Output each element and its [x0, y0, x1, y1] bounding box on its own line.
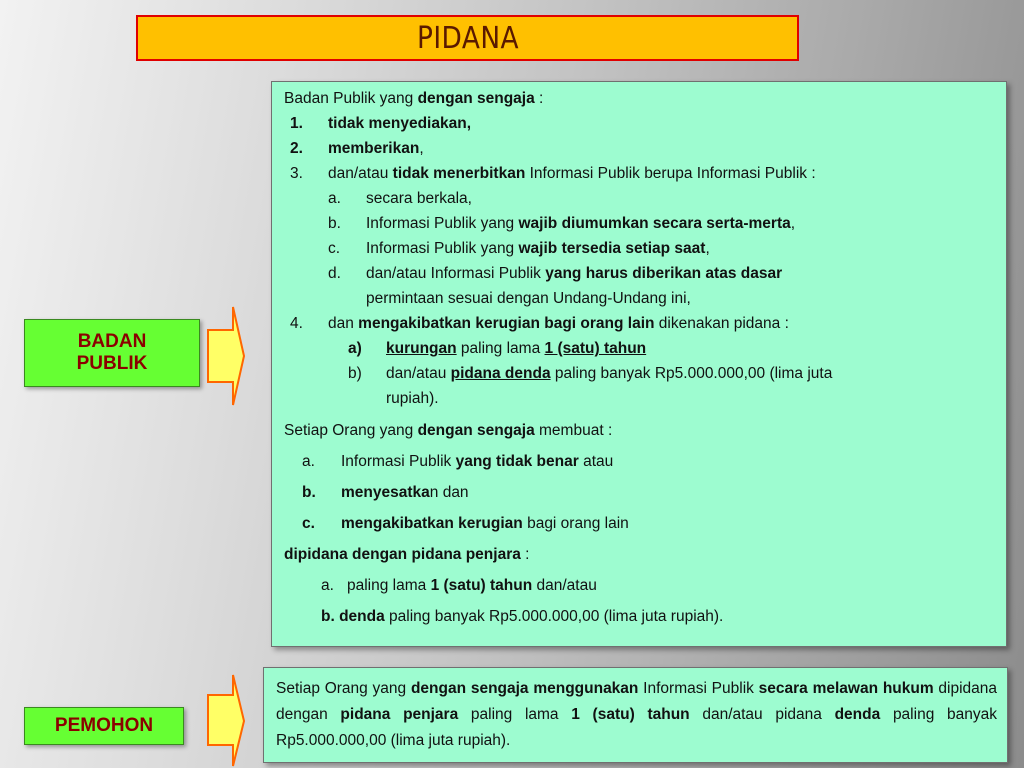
- pidana-badan-publik-panel: [271, 81, 1007, 647]
- pidana-pemohon-panel: Setiap Orang yang dengan sengaja menggunakan Informasi Publik secara melawan hukum dipidana dengan pidana penjara paling lama 1 (satu) tahun dan/atau pidana denda paling banyak Rp5.000.000,00 (lima juta rupiah).: [263, 667, 1008, 763]
- list-item: b) dan/atau pidana denda paling banyak Rp5.000.000,00 (lima juta: [348, 365, 833, 382]
- paragraph: dipidana dengan pidana penjara :: [284, 546, 530, 563]
- arrow-right-icon: [206, 673, 246, 768]
- list-item: a. secara berkala,: [328, 190, 472, 207]
- pemohon-label: PEMOHON: [24, 707, 184, 745]
- list-item-continuation: permintaan sesuai dengan Undang-Undang ini,: [366, 290, 691, 307]
- slide-title-text: PIDANA: [416, 20, 519, 56]
- list-item: a. paling lama 1 (satu) tahun dan/atau: [321, 577, 597, 594]
- badan-publik-label: BADAN PUBLIK: [24, 319, 200, 387]
- list-item: b. Informasi Publik yang wajib diumumkan secara serta-merta,: [328, 215, 796, 232]
- list-item: 2. memberikan,: [290, 140, 424, 157]
- list-item: 3. dan/atau tidak menerbitkan Informasi Publik berupa Informasi Publik :: [290, 165, 816, 182]
- list-item-continuation: rupiah).: [386, 390, 439, 407]
- list-item: b. menyesatkan dan: [302, 484, 469, 501]
- list-item: 4. dan mengakibatkan kerugian bagi orang lain dikenakan pidana :: [290, 315, 789, 332]
- intro-line: Badan Publik yang dengan sengaja :: [284, 90, 544, 107]
- list-item: a. Informasi Publik yang tidak benar atau: [302, 453, 614, 470]
- arrow-right-icon: [206, 305, 246, 407]
- list-item: c. mengakibatkan kerugian bagi orang lain: [302, 515, 629, 532]
- list-item: a) kurungan paling lama 1 (satu) tahun: [348, 340, 647, 357]
- paragraph: Setiap Orang yang dengan sengaja membuat :: [284, 422, 613, 439]
- slide-title: [136, 15, 799, 61]
- list-item: c. Informasi Publik yang wajib tersedia setiap saat,: [328, 240, 710, 257]
- list-item: 1. tidak menyediakan,: [290, 115, 472, 132]
- list-item: d. dan/atau Informasi Publik yang harus diberikan atas dasar: [328, 265, 783, 282]
- list-item: b. denda paling banyak Rp5.000.000,00 (lima juta rupiah).: [321, 608, 724, 625]
